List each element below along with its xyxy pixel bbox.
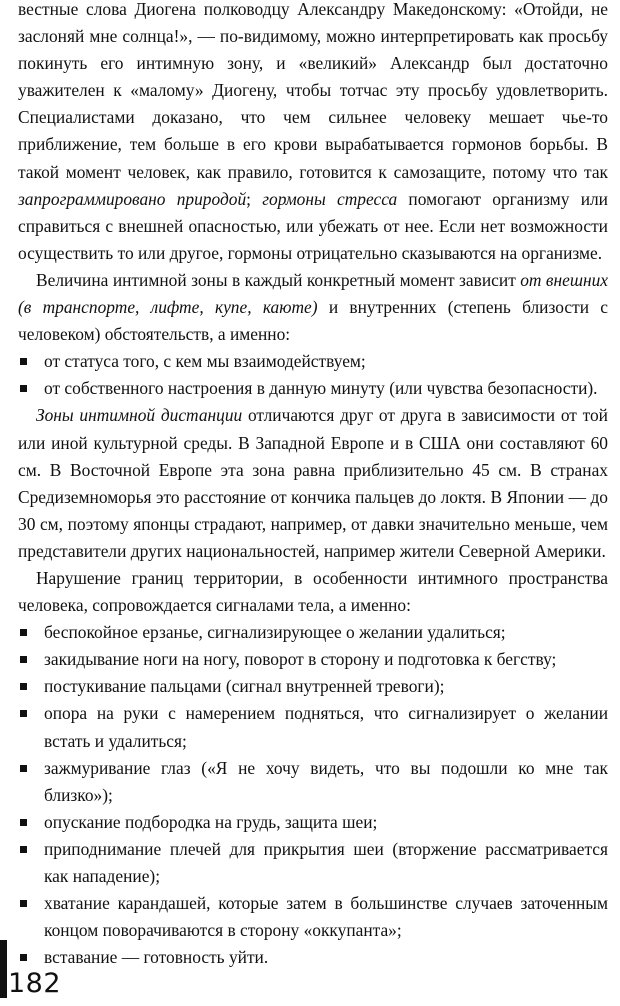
list-item-text: от собственного настроения в данную минуту (или чувства безопасности).	[44, 378, 598, 399]
paragraph-cultural-zones	[18, 402, 608, 565]
text-run: и внутренних (степень близости с человеком) обстоятельств, а именно:	[18, 297, 608, 345]
text-run: помогают организму или справиться с внешней опасностью, или убежать от нее. Если нет возможности осуществить то или другое, гормоны отрицательно сказываются на организме.	[18, 188, 608, 263]
bullet-list-factors	[18, 348, 608, 402]
list-item-text: хватание карандашей, которые затем в большинстве случаев заточенным концом поворачиваются в сторону «оккупанта»;	[44, 893, 608, 941]
list-item-text: приподнимание плечей для прикрытия шеи (вторжение рассматривается как нападение);	[44, 838, 608, 886]
list-item	[18, 836, 608, 890]
list-item-text: беспокойное ерзанье, сигнализирующее о желании удалиться;	[44, 622, 506, 643]
text-run: ;	[246, 188, 263, 209]
list-item-text: опускание подбородка на грудь, защита шеи;	[44, 811, 378, 832]
text-run: вестные слова Диогена полководцу Александру Македонскому: «Отойди, не заслоняй мне солнца!», — по-видимому, можно интерпретировать как просьбу покинуть его интимную зону, и «великий» Александр был достаточно уважителен к «малому» Диогену, чтобы тотчас эту просьбу удовлетворить. Специалистами доказано, что чем сильнее человеку мешает чье-то приближение, тем больше в его крови вырабатывается гормонов борьбы. В такой момент человек, как правило, готовится к самозащите, потому что так	[18, 0, 608, 182]
list-item-text: вставание — готовность уйти.	[44, 947, 269, 968]
bullet-icon	[20, 765, 27, 772]
list-item-text: постукивание пальцами (сигнал внутренней тревоги);	[44, 676, 445, 697]
bullet-list-signals	[18, 619, 608, 971]
list-item-text: зажмуривание глаз («Я не хочу видеть, что вы подошли ко мне так близко»);	[44, 757, 608, 805]
bullet-icon	[20, 683, 27, 690]
bullet-icon	[20, 846, 27, 853]
list-item	[18, 755, 608, 809]
list-item-text: закидывание ноги на ногу, поворот в сторону и подготовка к бегству;	[44, 649, 557, 670]
list-item	[18, 700, 608, 754]
bullet-icon	[20, 819, 27, 826]
list-item	[18, 619, 608, 646]
page-number: 182	[8, 968, 62, 999]
text-run: Величина интимной зоны в каждый конкретный момент зависит	[36, 269, 521, 290]
list-item	[18, 375, 608, 402]
list-item	[18, 646, 608, 673]
list-item	[18, 348, 608, 375]
bullet-icon	[20, 629, 27, 636]
bullet-icon	[20, 900, 27, 907]
paragraph-diogenes	[18, 0, 608, 267]
body-text	[18, 0, 608, 971]
text-run: отличаются друг от друга в зависимости от той или иной культурной среды. В Западной Европе и в США они составляют 60 см. В Восточной Европе эта зона равна приблизительно 45 см. В странах Средиземноморья это расстояние от кончика пальцев до локтя. В Японии — до 30 см, поэтому японцы страдают, например, от давки значительно меньше, чем представители других национальностей, например жители Северной Америки.	[18, 405, 608, 561]
bullet-icon	[20, 954, 27, 961]
bullet-icon	[20, 358, 27, 365]
emphasis: запрограммировано природой	[18, 188, 247, 209]
emphasis: от внешних (в транспорте, лифте, купе, каюте)	[18, 269, 608, 318]
list-item	[18, 890, 608, 944]
page-edge-bar	[0, 940, 7, 998]
emphasis: Зоны интимной дистанции	[36, 405, 243, 426]
paragraph-zone-size	[18, 267, 608, 348]
bullet-icon	[20, 656, 27, 663]
bullet-icon	[20, 385, 27, 392]
list-item	[18, 673, 608, 700]
bullet-icon	[20, 710, 27, 717]
text-run: Нарушение границ территории, в особенности интимного пространства человека, сопровождается сигналами тела, а именно:	[18, 567, 608, 616]
list-item	[18, 944, 608, 971]
list-item	[18, 809, 608, 836]
paragraph-body-signals	[18, 565, 608, 619]
list-item-text: опора на руки с намерением подняться, что сигнализирует о желании встать и удалиться;	[44, 703, 608, 751]
list-item-text: от статуса того, с кем мы взаимодействуем;	[44, 351, 366, 372]
emphasis: гормоны стресса	[262, 188, 398, 209]
